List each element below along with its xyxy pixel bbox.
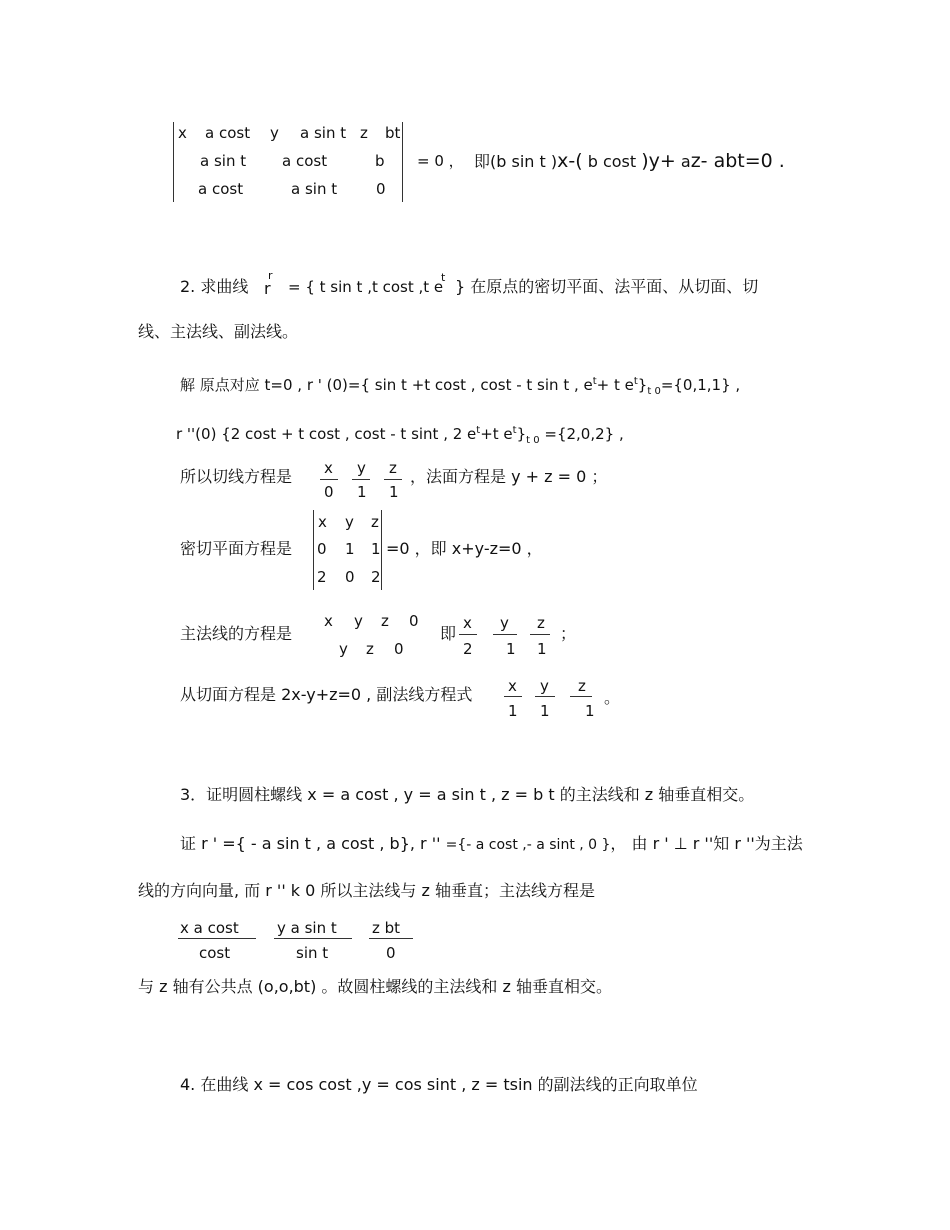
frac-num: z: [389, 459, 397, 477]
p2-line2: 线、主法线、副法线。: [138, 322, 299, 341]
frac-bar: [178, 938, 256, 939]
text: ={0,1,1} ,: [660, 376, 741, 394]
frac-num: y: [540, 677, 549, 695]
det1-cell: a cost: [198, 180, 244, 198]
p2-line1-end: } 在原点的密切平面、法平面、从切面、切: [455, 277, 759, 296]
frac-bar: [369, 938, 413, 939]
text: }: [637, 376, 648, 394]
frac-num: x: [463, 614, 472, 632]
frac-num: z: [537, 614, 545, 632]
result-part: t=0: [737, 150, 773, 172]
pr-cell: z: [366, 640, 374, 658]
frac-den: 0: [324, 483, 334, 501]
frac-bar: [535, 696, 555, 697]
det1-cell: a cost: [205, 124, 251, 142]
text: r ''(0) {2 cost + t cost , cost - t sint , 2 e: [176, 425, 477, 443]
superscript: t: [592, 376, 597, 387]
superscript: t: [476, 425, 481, 436]
result-part: a: [675, 152, 691, 171]
frac-den: 1: [357, 483, 367, 501]
frac-num: y: [357, 459, 366, 477]
p2-solution-line1: [180, 373, 740, 401]
osc-label: 密切平面方程是: [180, 539, 293, 558]
osc-cell: z: [371, 513, 379, 531]
frac-den: 1: [389, 483, 399, 501]
p4-line1: 4. 在曲线 x = cos cost ,y = cos sint , z = tsin 的副法线的正向取单位: [180, 1075, 698, 1094]
frac-bar: [459, 634, 477, 635]
osc-cell: 1: [345, 540, 355, 558]
result-part: z- ab: [690, 150, 738, 172]
osc-left-bar: [313, 510, 314, 590]
frac-num: y: [500, 614, 509, 632]
frac-num: y a sin t: [277, 919, 337, 937]
result-part: )y+: [641, 150, 676, 172]
osc-cell: 2: [371, 568, 381, 586]
frac-den: 1: [506, 640, 516, 658]
det1-cell: y: [270, 124, 279, 142]
frac-num: x: [324, 459, 333, 477]
det1-result: [474, 148, 785, 175]
osc-cell: x: [318, 513, 327, 531]
det1-cell: x: [178, 124, 187, 142]
pr-end: ；: [560, 624, 577, 643]
rect-label: 从切面方程是 2x-y+z=0 , 副法线方程式: [180, 685, 473, 704]
pr-cell: 0: [394, 640, 404, 658]
frac-num: x: [508, 677, 517, 695]
pr-cell: x: [324, 612, 333, 630]
det1-equals: = 0 ，: [417, 152, 464, 170]
p3-proof-line1: [180, 834, 803, 855]
text: ={- a cost ,- a sint , 0 }: [445, 837, 611, 853]
det1-cell: 0: [376, 180, 386, 198]
subscript: t 0: [526, 435, 540, 446]
frac-num: z bt: [372, 919, 401, 937]
det1-cell: a sin t: [291, 180, 338, 198]
frac-bar: [320, 479, 338, 480]
p2-line1-start: 2. 求曲线: [180, 277, 249, 296]
pr-cell: y: [354, 612, 363, 630]
text: + t e: [596, 376, 634, 394]
det1-cell: a sin t: [200, 152, 247, 170]
osc-cell: 0: [345, 568, 355, 586]
osc-cell: 1: [371, 540, 381, 558]
frac-num: x a cost: [180, 919, 239, 937]
result-part: .: [772, 150, 785, 172]
pr-cell: z: [381, 612, 389, 630]
vector-arrow-mark: r: [268, 269, 273, 282]
frac-bar: [493, 634, 517, 635]
frac-bar: [274, 938, 352, 939]
frac-bar: [530, 634, 550, 635]
osc-cell: 0: [317, 540, 327, 558]
normal-plane-eq: ，法面方程是 y + z = 0 ；: [410, 467, 608, 486]
bin-end: 。: [604, 688, 621, 707]
text: ， 由 r ' ⊥ r ''知 r ''为主法: [610, 834, 803, 853]
frac-bar: [504, 696, 522, 697]
osc-right-bar: [381, 510, 382, 590]
p2-curve-def: = { t sin t ,t cost ,t e: [288, 278, 444, 296]
frac-den: 1: [585, 702, 595, 720]
p3-line2: 线的方向向量, 而 r '' k 0 所以主法线与 z 轴垂直；主法线方程是: [138, 881, 595, 900]
frac-den: cost: [199, 944, 231, 962]
det1-cell: a sin t: [300, 124, 347, 142]
result-part: 即(b sin t ): [474, 152, 558, 171]
det1-left-bar: [173, 122, 174, 202]
det1-cell: b: [375, 152, 385, 170]
pr-ji: 即: [440, 624, 457, 643]
pr-cell: 0: [409, 612, 419, 630]
tangent-label: 所以切线方程是: [180, 467, 293, 486]
frac-den: 1: [508, 702, 518, 720]
osc-cell: 2: [317, 568, 327, 586]
frac-bar: [570, 696, 592, 697]
text: 证 r ' ={ - a sin t , a cost , b}, r '': [180, 834, 446, 853]
frac-den: 1: [537, 640, 547, 658]
principal-label: 主法线的方程是: [180, 624, 293, 643]
osc-result: =0 ，即 x+y-z=0 ，: [386, 539, 543, 558]
result-part: x-(: [557, 150, 583, 172]
result-part: b cost: [582, 152, 642, 171]
text: 解 原点对应 t=0 , r ' (0)={ sin t +t cost , cost - t sin t , e: [180, 376, 593, 394]
frac-den: sin t: [296, 944, 329, 962]
det1-cell: z: [360, 124, 368, 142]
superscript: t: [441, 271, 446, 284]
frac-bar: [352, 479, 370, 480]
det1-cell: bt: [385, 124, 401, 142]
pr-cell: y: [339, 640, 348, 658]
p3-line3: 与 z 轴有公共点 (o,o,bt) 。故圆柱螺线的主法线和 z 轴垂直相交。: [138, 977, 612, 996]
det1-cell: a cost: [282, 152, 328, 170]
det1-right-bar: [402, 122, 403, 202]
frac-den: 0: [386, 944, 396, 962]
superscript: t: [633, 376, 638, 387]
frac-den: 2: [463, 640, 473, 658]
frac-den: 1: [540, 702, 550, 720]
text: +t e: [480, 425, 513, 443]
superscript: t: [512, 425, 517, 436]
osc-cell: y: [345, 513, 354, 531]
frac-num: z: [578, 677, 586, 695]
p3-title: 3．证明圆柱螺线 x = a cost , y = a sin t , z = b t 的主法线和 z 轴垂直相交。: [180, 785, 755, 804]
text: ={2,0,2} ,: [539, 425, 624, 443]
text: }: [516, 425, 527, 443]
p2-vector-r: r: [264, 279, 271, 298]
subscript: t 0: [647, 386, 661, 397]
frac-bar: [384, 479, 402, 480]
p2-solution-line2: [176, 422, 624, 450]
